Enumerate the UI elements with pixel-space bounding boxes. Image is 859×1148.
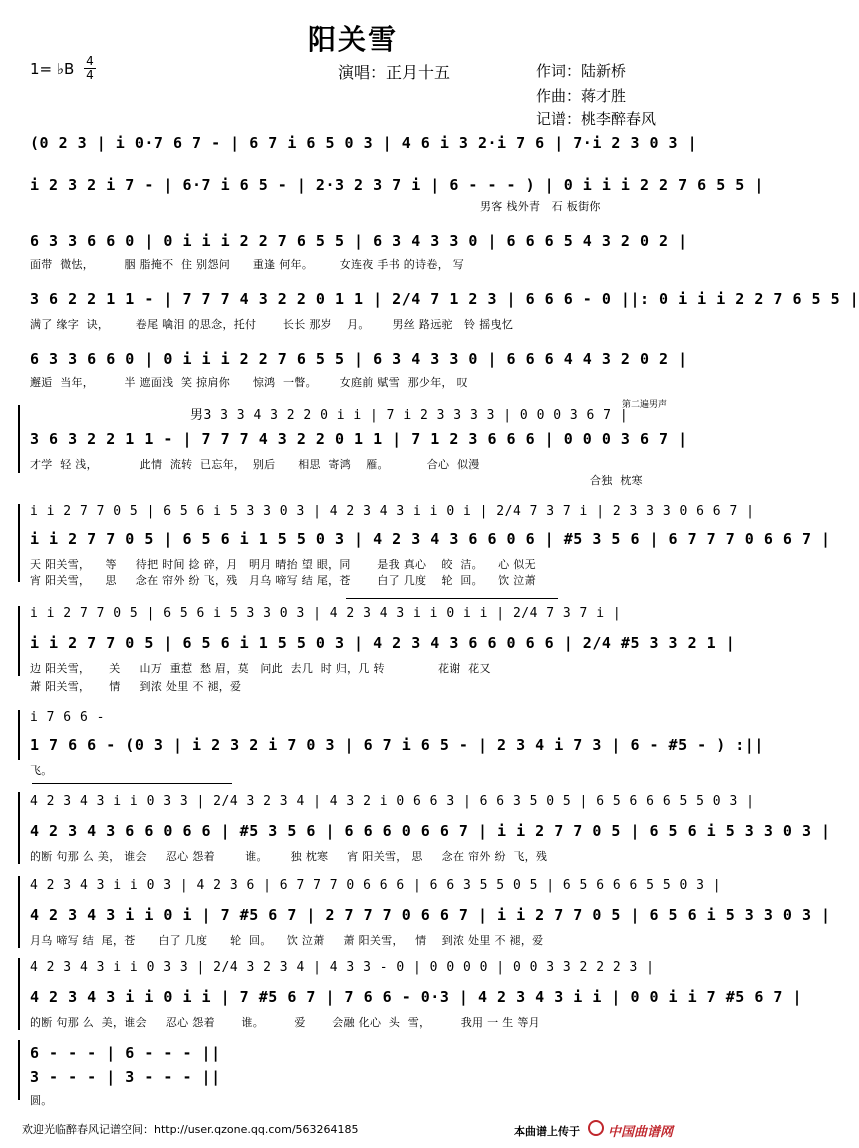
- lyric-line: 满了 缘字 诀， 卷尾 噙泪 的思念，托付 长长 那岁 月。 男丝 路远驼 铃 摇曳忆: [30, 318, 514, 331]
- credit-lyricist: 作词：陆新桥: [536, 62, 627, 80]
- time-signature: [84, 56, 96, 81]
- footer-welcome: 欢迎光临醉春风记谱空间：http://user.qzone.qq.com/563264185: [22, 1123, 359, 1136]
- notation-line: i i 2 7 7 0 5 | 6 5 6 i 1 5 5 0 3 | 4 2 3 4 3 6 6 0 6 6 | 2/4 #5 3 3 2 1 |: [30, 634, 736, 652]
- lyric-line: 合独 枕寒: [590, 474, 643, 487]
- notation-line: i 7 6 6 -: [30, 710, 105, 725]
- notation-line: 4 2 3 4 3 i i 0 3 | 4 2 3 6 | 6 7 7 7 0 6 6 6 | 6 6 3 5 5 0 5 | 6 5 6 6 6 5 5 0 3 |: [30, 878, 722, 893]
- lyric-line: 才学 轻 浅， 此情 流转 已忘年， 别后 相思 寄鸿 雁。 合心 似漫: [30, 458, 480, 471]
- key-signature: 1= ♭B: [30, 60, 75, 78]
- notation-line: 3 - - - | 3 - - - ||: [30, 1068, 221, 1086]
- lyric-line: 宵 阳关雪， 思 念在 帘外 纷 飞，残 月乌 啼写 结 尾，苍 白了 几度 轮 回。 饮 泣萧: [30, 574, 536, 587]
- lyric-line: 边 阳关雪， 关 山万 重惹 愁 眉，莫 问此 去几 时 归，几 转 花谢 花又: [30, 662, 491, 675]
- notation-line: i i 2 7 7 0 5 | 6 5 6 i 1 5 5 0 3 | 4 2 3 4 3 6 6 0 6 | #5 3 5 6 | 6 7 7 7 0 6 6 7 |: [30, 530, 831, 548]
- lyric-line: 邂逅 当年， 半 遮面浅 笑 掠肩你 惊鸿 一瞥。 女庭前 赋雪 那少年， 叹: [30, 376, 468, 389]
- lyric-line: 的断 句那 么 美，谁会 忍心 怨着 谁。 爱 会融 化心 头 雪， 我用 一 生 等月: [30, 1016, 540, 1029]
- notation-line: 6 3 3 6 6 0 | 0 i i i 2 2 7 6 5 5 | 6 3 4 3 3 0 | 6 6 6 4 4 3 2 0 2 |: [30, 350, 688, 368]
- notation-line: 4 2 3 4 3 6 6 0 6 6 | #5 3 5 6 | 6 6 6 0 6 6 7 | i i 2 7 7 0 5 | 6 5 6 i 5 3 3 0 3 |: [30, 822, 831, 840]
- notation-line: 4 2 3 4 3 i i 0 i i | 7 #5 6 7 | 7 6 6 - 0·3 | 4 2 3 4 3 i i | 0 0 i i 7 #5 6 7 |: [30, 988, 802, 1006]
- notation-line: 6 3 3 6 6 0 | 0 i i i 2 2 7 6 5 5 | 6 3 4 3 3 0 | 6 6 6 5 4 3 2 0 2 |: [30, 232, 688, 250]
- notation-line: i 2 3 2 i 7 - | 6·7 i 6 5 - | 2·3 2 3 7 i | 6 - - - ) | 0 i i i 2 2 7 6 5 5 |: [30, 176, 764, 194]
- lyric-line: 飞。: [30, 764, 53, 777]
- credit-composer: 作曲：蒋才胜: [536, 87, 627, 105]
- logo-icon: [588, 1120, 604, 1136]
- notation-line: 男3 3 3 4 3 2 2 0 i i | 7 i 2 3 3 3 3 | 0 0 0 3 6 7 |: [190, 408, 629, 423]
- singer: 演唱：正月十五: [338, 63, 451, 82]
- notation-line: 6 - - - | 6 - - - ||: [30, 1044, 221, 1062]
- lyric-line: 月乌 啼写 结 尾，苍 白了 几度 轮 回。 饮 泣萧 萧 阳关雪， 情 到浓 处里 不 褪，爱: [30, 934, 544, 947]
- score-title: 阳关雪: [307, 23, 398, 56]
- notation-line: 4 2 3 4 3 i i 0 3 3 | 2/4 3 2 3 4 | 4 3 3 - 0 | 0 0 0 0 | 0 0 3 3 2 2 2 3 |: [30, 960, 655, 975]
- lyric-line: 的断 句那 么 美， 谁会 忍心 怨着 谁。 独 枕寒 宵 阳关雪， 思 念在 帘外 纷 飞，残: [30, 850, 548, 863]
- lyric-line: 天 阳关雪， 等 待把 时间 捻 碎，月 明月 晴抬 望 眼，同 是我 真心 皎 洁。 心 似无: [30, 558, 536, 571]
- notation-line: 3 6 3 2 2 1 1 - | 7 7 7 4 3 2 2 0 1 1 | 7 1 2 3 6 6 6 | 0 0 0 3 6 7 |: [30, 430, 688, 448]
- footer-upload: 本曲谱上传于: [514, 1125, 580, 1138]
- notation-line: i i 2 7 7 0 5 | 6 5 6 i 5 3 3 0 3 | 4 2 3 4 3 i i 0 i i | 2/4 7 3 7 i |: [30, 606, 622, 621]
- credit-transcriber: 记谱：桃李醉春风: [536, 110, 657, 128]
- lyric-line: 面带 微怯， 胭 脂掩不 住 别怨问 重逢 何年。 女连夜 手书 的诗卷， 写: [30, 258, 465, 271]
- notation-line: 3 6 2 2 1 1 - | 7 7 7 4 3 2 2 0 1 1 | 2/4 7 1 2 3 | 6 6 6 - 0 ||: 0 i i i 2 2 7 6 5 5 |: [30, 290, 859, 308]
- lyric-line: 圆。: [30, 1094, 53, 1107]
- notation-line: 4 2 3 4 3 i i 0 i | 7 #5 6 7 | 2 7 7 7 0 6 6 7 | i i 2 7 7 0 5 | 6 5 6 i 5 3 3 0 3 |: [30, 906, 831, 924]
- lyric-line: 男客 栈外青 石 板街你: [480, 200, 601, 213]
- site-logo: [588, 1118, 696, 1140]
- notation-line: 1 7 6 6 - (0 3 | i 2 3 2 i 7 0 3 | 6 7 i 6 5 - | 2 3 4 i 7 3 | 6 - #5 - ) :||: [30, 736, 764, 754]
- lyric-line: 萧 阳关雪， 情 到浓 处里 不 褪，爱: [30, 680, 242, 693]
- notation-line: 4 2 3 4 3 i i 0 3 3 | 2/4 3 2 3 4 | 4 3 2 i 0 6 6 3 | 6 6 3 5 0 5 | 6 5 6 6 6 5 5 0 3 |: [30, 794, 755, 809]
- time-signature-top: 4: [86, 54, 94, 68]
- time-signature-bottom: 4: [86, 68, 94, 82]
- notation-line: (0 2 3 | i 0·7 6 7 - | 6 7 i 6 5 0 3 | 4 6 i 3 2·i 7 6 | 7·i 2 3 0 3 |: [30, 134, 698, 152]
- annotation-second-pass: 第二遍男声: [622, 400, 668, 410]
- site-name: 中国曲谱网: [608, 1125, 674, 1140]
- notation-line: i i 2 7 7 0 5 | 6 5 6 i 5 3 3 0 3 | 4 2 3 4 3 i i 0 i | 2/4 7 3 7 i | 2 3 3 3 0 6 6 7 |: [30, 504, 755, 519]
